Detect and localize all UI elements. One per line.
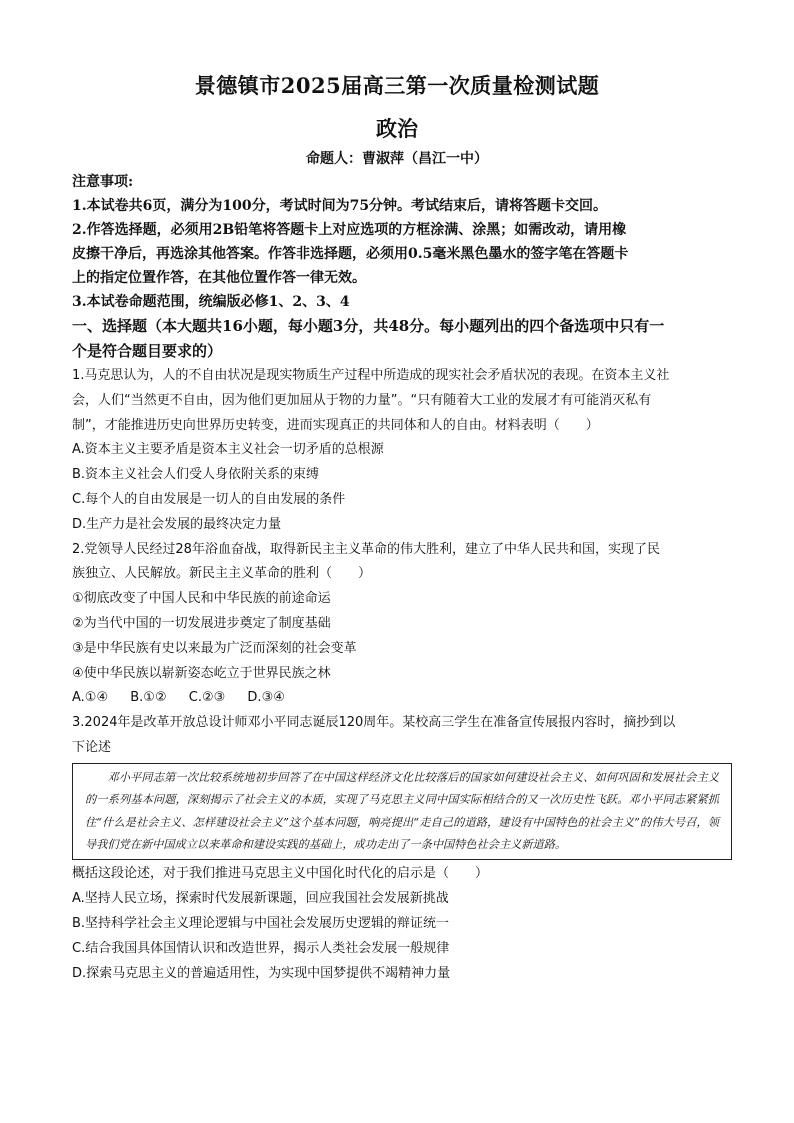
question-stem-line: 族独立、人民解放。新民主主义革命的胜利（ ） (72, 566, 372, 582)
exam-subject: 政治 (376, 116, 418, 141)
answer-option-b: B.资本主义社会人们受人身依附关系的束缚 (72, 467, 320, 483)
question-stem-line: 3.2024年是改革开放总设计师邓小平同志诞辰120周年。某校高三学生在准备宣传展报内容时，摘抄到以 (72, 715, 676, 731)
answer-option-b: B.坚持科学社会主义理论逻辑与中国社会发展历史逻辑的辩证统一 (72, 915, 450, 931)
answer-option-a: A.资本主义主要矛盾是资本主义社会一切矛盾的总根源 (72, 442, 384, 458)
notice-line: 1.本试卷共6页，满分为100分，考试时间为75分钟。考试结束后，请将答题卡交回。 (72, 198, 608, 214)
notice-line: 3.本试卷命题范围，统编版必修1、2、3、4 (72, 294, 350, 310)
answer-option-d: D.探索马克思主义的普遍适用性，为实现中国梦提供不竭精神力量 (72, 965, 451, 981)
question-2 (72, 538, 732, 712)
exam-content (72, 170, 732, 986)
notice-line: 2.作答选择题，必须用2B铅笔将答题卡上对应选项的方框涂满、涂黑；如需改动，请用橡 (72, 222, 627, 238)
answer-options-row (72, 686, 732, 711)
exam-title: 景德镇市2025届高三第一次质量检测试题 (194, 73, 600, 98)
answer-option-b: B.①② (130, 690, 167, 706)
exam-author: 命题人：曹淑萍（昌江一中） (306, 151, 488, 167)
question-3 (72, 711, 732, 986)
question-stem-line: 制”，才能推进历史向世界历史转变，进而实现真正的共同体和人的自由。材料表明（ ） (72, 417, 599, 433)
notice-line: 上的指定位置作答，在其他位置作答一律无效。 (72, 270, 366, 286)
answer-option-c: C.②③ (188, 690, 226, 706)
answer-option-d: D.③④ (247, 690, 285, 706)
statement-item: ②为当代中国的一切发展进步奠定了制度基础 (72, 615, 331, 631)
notice-heading: 注意事项: (72, 174, 134, 190)
statement-item: ④使中华民族以崭新姿态屹立于世界民族之林 (72, 665, 331, 681)
question-stem-line: 会，人们“当然更不自由，因为他们更加屈从于物的力量”。“只有随着大工业的发展才有可能消灭私有 (72, 392, 652, 408)
quote-box: 邓小平同志第一次比较系统地初步回答了在中国这样经济文化比较落后的国家如何建设社会主义、如何巩固和发展社会主义的一系列基本问题，深刻揭示了社会主义的本质，实现了马克思主义同中国实际相结合的又一次历史性飞跃。邓小平同志紧紧抓住“什么是社会主义、怎样建设社会主义”这个基本问题，响亮提出“走自己的道路，建设有中国特色的社会主义”的伟大号召，领导我们党在新中国成立以来革命和建设实践的基础上，成功走出了一条中国特色社会主义新道路。 (72, 763, 732, 861)
question-stem-line: 2.党领导人民经过28年浴血奋战，取得新民主主义革命的伟大胜利，建立了中华人民共和国，实现了民 (72, 541, 660, 557)
statement-item: ③是中华民族有史以来最为广泛而深刻的社会变革 (72, 640, 357, 656)
question-stem-line: 下论述 (72, 739, 112, 755)
section-heading: 个是符合题目要求的） (72, 342, 223, 360)
notice-line: 皮擦干净后，再选涂其他答案。作答非选择题，必须用0.5毫米黑色墨水的签字笔在答题卡 (72, 246, 629, 262)
section-heading: 一、选择题（本大题共16小题，每小题3分，共48分。每小题列出的四个备选项中只有一 (72, 317, 665, 335)
answer-option-c: C.每个人的自由发展是一切人的自由发展的条件 (72, 491, 346, 507)
answer-option-a: A.坚持人民立场，探索时代发展新课题，回应我国社会发展新挑战 (72, 891, 449, 907)
question-prompt: 概括这段论述，对于我们推进马克思主义中国化时代化的启示是（ ） (72, 866, 489, 882)
answer-option-d: D.生产力是社会发展的最终决定力量 (72, 516, 282, 532)
answer-option-a: A.①④ (72, 690, 109, 706)
question-stem-line: 1.马克思认为，人的不自由状况是现实物质生产过程中所造成的现实社会矛盾状况的表现。在资本主义社 (72, 368, 670, 383)
answer-option-c: C.结合我国具体国情认识和改造世界，揭示人类社会发展一般规律 (72, 940, 450, 956)
question-1 (72, 364, 732, 538)
statement-item: ①彻底改变了中国人民和中华民族的前途命运 (72, 591, 331, 607)
